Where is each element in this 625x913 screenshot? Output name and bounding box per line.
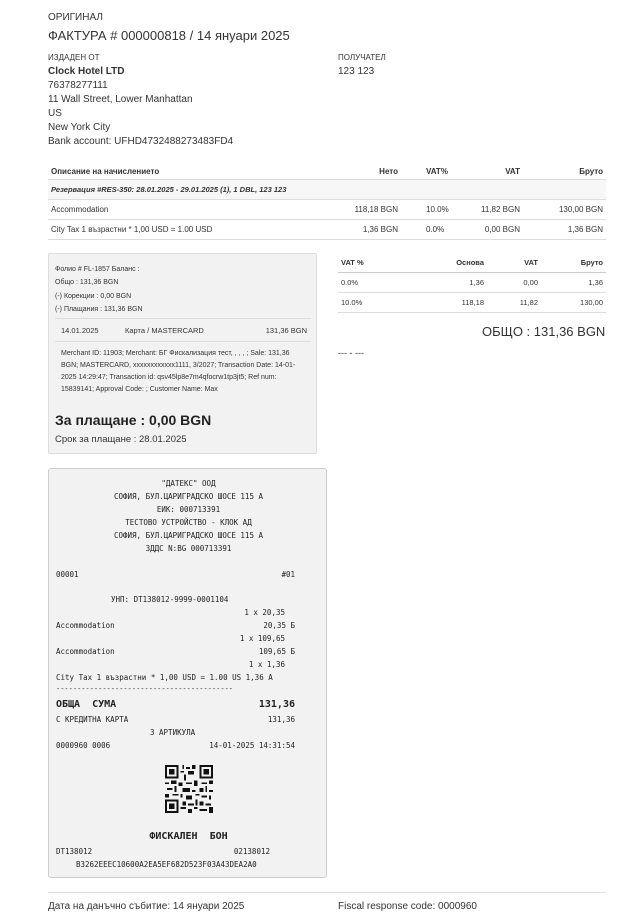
receipt-separator: ------------------------------------------ <box>56 685 234 693</box>
folio-total: Общо : 131,36 BGN <box>55 279 119 286</box>
receipt-device: ТЕСТОВО УСТРОЙСТВО - КЛОК АД <box>125 518 252 527</box>
receipt-item-name: Accommodation <box>56 647 115 656</box>
vat-header-row <box>338 253 606 273</box>
payment-date: 14.01.2025 <box>61 326 99 335</box>
vat-gross: 130,00 <box>580 298 603 307</box>
signature-placeholder: --- - --- <box>338 348 364 358</box>
vat-col-vat: VAT <box>524 258 538 267</box>
issuer-heading: ИЗДАДЕН ОТ <box>48 53 100 62</box>
tax-event-date: Дата на данъчно събитие: 14 януари 2025 <box>48 901 245 912</box>
issuer-phone: 76378277111 <box>48 80 108 91</box>
receipt-address-2: СОФИЯ, БУЛ.ЦАРИГРАДСКО ШОСЕ 115 А <box>113 531 263 540</box>
receipt-item-qty: 1 x 20,35 <box>244 608 285 617</box>
issuer-name: Clock Hotel LTD <box>48 66 125 77</box>
vat-summary-table <box>338 253 606 313</box>
receipt-unp: УНП: DT138012-9999-0001104 <box>111 595 229 604</box>
receipt-item-name: Accommodation <box>56 621 115 630</box>
fiscal-response-code: Fiscal response code: 0000960 <box>338 901 477 912</box>
vat-col-gross: Бруто <box>580 258 603 267</box>
charge-vat-pct: 10.0% <box>426 205 449 214</box>
col-gross: Бруто <box>579 167 603 176</box>
receipt-eik: ЕИК: 000713391 <box>156 505 221 514</box>
charges-table <box>48 162 606 240</box>
charge-net: 118,18 BGN <box>354 205 398 214</box>
receipt-card-value: 131,36 <box>267 715 295 724</box>
invoice-total: ОБЩО : 131,36 BGN <box>482 324 606 339</box>
footer-divider <box>48 892 606 893</box>
charge-gross: 130,00 BGN <box>558 205 603 214</box>
col-net: Нето <box>379 167 398 176</box>
vat-amount: 0,00 <box>523 278 538 287</box>
payment-amount: 131,36 BGN <box>265 326 307 335</box>
receipt-vat-number: ЗДДС N:BG 000713391 <box>145 544 232 553</box>
vat-gross: 1,36 <box>588 278 603 287</box>
original-label: ОРИГИНАЛ <box>48 12 103 23</box>
receipt-item-amount: 109,65 Б <box>258 647 295 656</box>
fiscal-receipt <box>48 468 327 878</box>
vat-col-rate: VAT % <box>341 258 364 267</box>
receipt-articles: 3 АРТИКУЛА <box>150 728 196 737</box>
table-row <box>338 273 606 293</box>
receipt-card-label: С КРЕДИТНА КАРТА <box>56 715 129 724</box>
issuer-bank: Bank account: UFHD4732488273483FD4 <box>48 136 234 147</box>
folio-payments: (-) Плащания : 131,36 BGN <box>55 306 143 313</box>
issuer-country: US <box>48 108 62 119</box>
receipt-sum-value: 131,36 <box>258 699 295 710</box>
receipt-item-qty: 1 x 1,36 <box>248 660 285 669</box>
col-description: Описание на начислението <box>51 167 160 176</box>
receipt-company: "ДАТЕКС" ООД <box>161 479 216 488</box>
vat-col-base: Основа <box>456 258 484 267</box>
receipt-number-right: #01 <box>281 570 295 579</box>
receipt-fiscal-label: ФИСКАЛЕН БОН <box>149 831 228 842</box>
receipt-hash: B3262EEEC10600A2EA5EF682D523F03A43DEA2A0 <box>76 860 257 869</box>
receipt-datetime: 14-01-2025 14:31:54 <box>209 741 295 750</box>
charge-gross: 1,36 BGN <box>567 225 603 234</box>
charge-description: City Tax 1 възрастни * 1,00 USD = 1.00 USD <box>51 225 213 234</box>
charge-vat: 0,00 BGN <box>484 225 520 234</box>
receipt-sum-label: ОБЩА СУМА <box>56 699 117 710</box>
recipient-name: 123 123 <box>338 66 375 77</box>
reservation-text: Резервация #RES-350: 28.01.2025 - 29.01.2025 (1), 1 DBL, 123 123 <box>51 185 287 194</box>
receipt-number: 0000960 0006 <box>56 741 111 750</box>
table-row <box>48 200 606 220</box>
table-row <box>338 293 606 313</box>
receipt-device-left: DT138012 <box>56 847 93 856</box>
charge-vat-pct: 0.0% <box>426 225 445 234</box>
receipt-item-qty: 1 x 109,65 <box>239 634 285 643</box>
charge-vat: 11,82 BGN <box>481 205 520 214</box>
recipient-block <box>338 52 386 79</box>
invoice-title: ФАКТУРА # 000000818 / 14 януари 2025 <box>48 28 290 43</box>
folio-title: Фолио # FL-1857 Баланс : <box>55 266 140 273</box>
vat-rate: 0.0% <box>341 278 359 287</box>
table-row <box>48 220 606 240</box>
charge-description: Accommodation <box>51 205 109 214</box>
receipt-device-right: 02138012 <box>233 847 270 856</box>
col-vat-pct: VAT% <box>426 167 448 176</box>
charge-net: 1,36 BGN <box>362 225 398 234</box>
recipient-heading: ПОЛУЧАТЕЛ <box>338 53 386 62</box>
vat-amount: 11,82 <box>519 298 538 307</box>
receipt-item-amount: 20,35 Б <box>263 621 295 630</box>
col-vat: VAT <box>505 167 520 176</box>
charges-header-row <box>48 162 606 180</box>
vat-base: 118,18 <box>461 298 484 307</box>
receipt-address-1: СОФИЯ, БУЛ.ЦАРИГРАДСКО ШОСЕ 115 А <box>113 492 263 501</box>
folio-box <box>48 253 317 454</box>
issuer-block <box>48 52 233 149</box>
payment-method: Карта / MASTERCARD <box>125 326 204 335</box>
reservation-row <box>48 180 606 200</box>
vat-base: 1,36 <box>469 278 484 287</box>
issuer-street: 11 Wall Street, Lower Manhattan <box>48 94 193 105</box>
receipt-item-line: City Tax 1 възрастни * 1,00 USD = 1.00 US 1,36 А <box>56 673 273 682</box>
receipt-number-left: 00001 <box>56 570 79 579</box>
due-date: Срок за плащане : 28.01.2025 <box>55 434 187 445</box>
card-details: Merchant ID: 11903; Merchant: БГ Фискализация тест, , , , ; Sale: 131,36 BGN; MASTERCARD, xxxxxxxxxxxx1111, 3/2027; Transaction Date: 14-01-2025 14:29:47; Transaction id: qsv45lp8e7m4qfocrw1tp3jt5; Ref num: 15839141; Approval Code: ; Customer Name: Max <box>61 350 296 393</box>
vat-rate: 10.0% <box>341 298 363 307</box>
folio-corrections: (-) Корекции : 0,00 BGN <box>55 293 132 300</box>
qr-code-icon <box>165 765 213 813</box>
amount-to-pay: За плащане : 0,00 BGN <box>55 412 212 428</box>
issuer-city: New York City <box>48 122 111 133</box>
payment-row <box>55 318 311 342</box>
